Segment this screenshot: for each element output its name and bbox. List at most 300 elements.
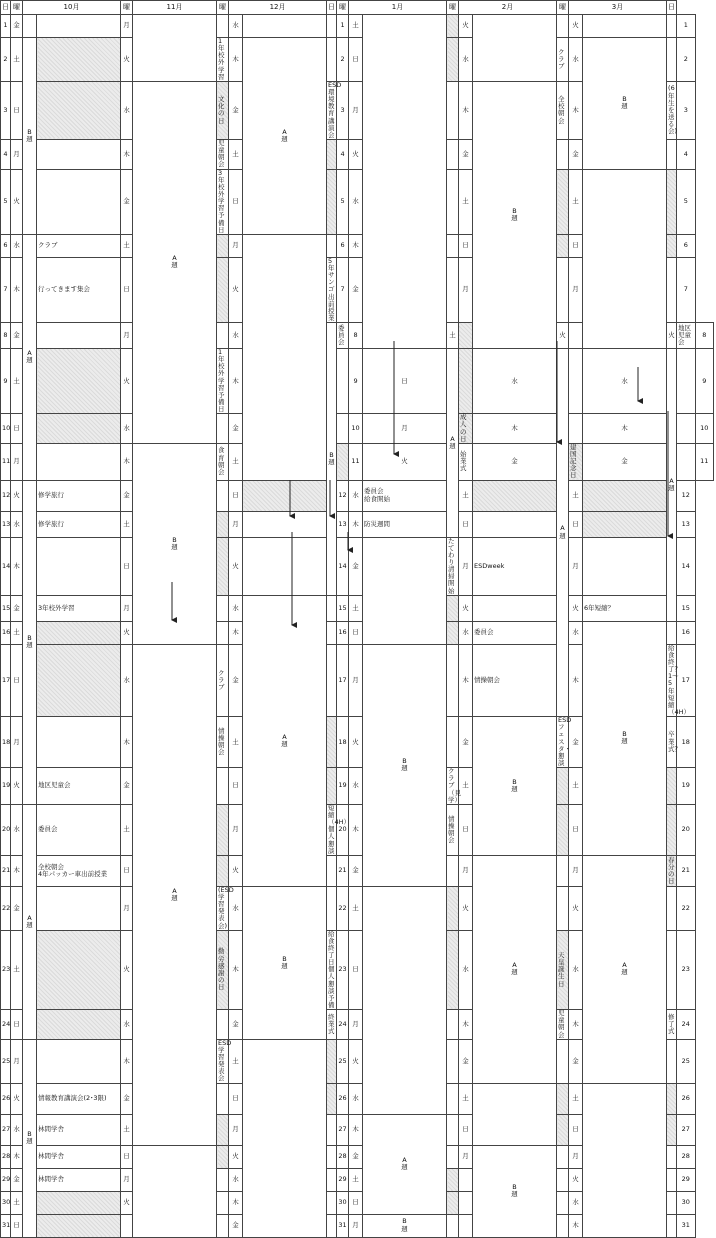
event-feb bbox=[557, 15, 569, 38]
event-nov bbox=[217, 414, 229, 444]
dow-dec: 水 bbox=[229, 595, 243, 621]
event-feb: 情操朝会 bbox=[473, 644, 557, 716]
day-number: 3 bbox=[1, 81, 11, 139]
event-nov bbox=[217, 1083, 229, 1114]
dow-mar: 日 bbox=[569, 234, 583, 257]
event-dec: 短縮（4H） 個人懇談 bbox=[328, 803, 351, 855]
week-label-jan: A 週 bbox=[447, 349, 459, 538]
event-oct bbox=[37, 169, 121, 234]
week-label-oct bbox=[23, 15, 37, 38]
dow-nov: 水 bbox=[121, 1010, 133, 1040]
week-label-nov bbox=[133, 1145, 217, 1237]
week-label-jan: A 週 bbox=[363, 1114, 447, 1214]
day-number-mid: 18 bbox=[337, 717, 349, 768]
event-jan: クラブ（見学） bbox=[448, 767, 462, 804]
event-mar: (6年生を送る会) bbox=[667, 81, 677, 139]
dow-feb: 月 bbox=[459, 537, 473, 595]
dow-mar: 水 bbox=[569, 38, 583, 82]
week-label-jan: B 週 bbox=[363, 644, 447, 886]
dow-feb: 金 bbox=[473, 443, 557, 480]
header-cell: 12月 bbox=[229, 1, 327, 15]
dow-jan: 水 bbox=[349, 480, 363, 511]
dow-oct: 火 bbox=[11, 768, 23, 805]
dow-mar: 火 bbox=[569, 15, 583, 38]
event-feb bbox=[473, 480, 557, 511]
day-number-right: 26 bbox=[677, 1083, 695, 1114]
day-number: 31 bbox=[1, 1214, 11, 1237]
event-feb bbox=[557, 1114, 569, 1145]
day-number-right: 31 bbox=[677, 1214, 695, 1237]
day-number-mid: 1 bbox=[337, 15, 349, 38]
day-number-right: 15 bbox=[677, 595, 695, 621]
dow-oct: 月 bbox=[11, 443, 23, 480]
event-jan bbox=[447, 139, 459, 169]
event-mar bbox=[667, 1083, 677, 1114]
event-mar bbox=[583, 537, 667, 595]
dow-mar: 木 bbox=[569, 644, 583, 716]
calendar-row bbox=[1, 1083, 714, 1114]
event-mar bbox=[667, 1168, 677, 1191]
event-dec bbox=[327, 1114, 337, 1145]
event-jan bbox=[447, 234, 459, 257]
event-mar bbox=[667, 257, 677, 322]
calendar-row bbox=[1, 443, 714, 480]
event-nov: 3年校外学習予備日 bbox=[217, 169, 229, 234]
event-jan bbox=[447, 1114, 459, 1145]
dow-jan: 月 bbox=[349, 1214, 363, 1237]
dow-mar: 水 bbox=[569, 1191, 583, 1214]
event-dec bbox=[327, 595, 337, 621]
event-mar bbox=[667, 139, 677, 169]
day-number-mid: 13 bbox=[337, 511, 349, 537]
event-oct: 3年校外学習 bbox=[37, 595, 121, 621]
event-jan bbox=[447, 717, 459, 768]
dow-mar: 月 bbox=[569, 855, 583, 886]
dow-feb: 土 bbox=[459, 480, 473, 511]
dow-dec: 土 bbox=[229, 443, 243, 480]
dow-oct: 水 bbox=[11, 804, 23, 855]
dow-feb bbox=[459, 1168, 473, 1191]
dow-oct: 火 bbox=[11, 480, 23, 511]
event-oct bbox=[37, 323, 121, 349]
dow-jan: 日 bbox=[349, 38, 363, 82]
dow-jan: 日 bbox=[349, 621, 363, 644]
day-number: 1 bbox=[1, 15, 11, 38]
day-number: 15 bbox=[1, 595, 11, 621]
day-number-mid: 16 bbox=[337, 621, 349, 644]
dow-feb: 火 bbox=[557, 323, 569, 349]
day-number-mid: 22 bbox=[337, 886, 349, 930]
event-oct bbox=[37, 38, 121, 82]
event-feb bbox=[569, 349, 583, 414]
dow-oct: 土 bbox=[11, 349, 23, 414]
event-dec bbox=[327, 38, 337, 82]
week-label-mar bbox=[583, 1083, 667, 1237]
event-nov bbox=[217, 768, 229, 805]
dow-nov: 水 bbox=[121, 414, 133, 444]
event-nov bbox=[217, 480, 229, 511]
day-number-mid: 29 bbox=[337, 1168, 349, 1191]
dow-mar: 金 bbox=[569, 717, 583, 768]
event-dec bbox=[327, 1214, 337, 1237]
event-oct: 修学旅行 bbox=[37, 480, 121, 511]
event-nov bbox=[217, 1114, 229, 1145]
day-number-right: 9 bbox=[695, 349, 713, 414]
event-nov bbox=[217, 1214, 229, 1237]
dow-jan: 火 bbox=[349, 1039, 363, 1083]
dow-dec: 日 bbox=[229, 1083, 243, 1114]
dow-dec: 木 bbox=[229, 621, 243, 644]
dow-dec: 金 bbox=[229, 81, 243, 139]
dow-dec: 水 bbox=[229, 886, 243, 930]
dow-dec: 水 bbox=[229, 15, 243, 38]
event-jan bbox=[447, 1039, 459, 1083]
event-dec bbox=[327, 234, 337, 257]
event-feb bbox=[473, 595, 557, 621]
event-nov: 食育朝会 bbox=[217, 443, 229, 480]
dow-nov: 日 bbox=[121, 537, 133, 595]
dow-nov bbox=[121, 1214, 133, 1237]
event-nov bbox=[217, 1145, 229, 1168]
dow-nov: 月 bbox=[121, 1168, 133, 1191]
week-label-nov: B 週 bbox=[133, 443, 217, 644]
event-dec: ESD環境教育講演会 bbox=[328, 80, 342, 139]
day-number-mid: 17 bbox=[337, 644, 349, 716]
dow-feb: 木 bbox=[459, 81, 473, 139]
day-number-mid: 7 bbox=[337, 257, 349, 322]
day-number: 12 bbox=[1, 480, 11, 511]
dow-mar: 金 bbox=[569, 1039, 583, 1083]
week-label-dec: B 週 bbox=[327, 323, 337, 596]
week-label-feb bbox=[473, 1083, 557, 1145]
event-dec bbox=[337, 349, 349, 414]
dow-feb: 火 bbox=[459, 595, 473, 621]
dow-mar: 月 bbox=[569, 257, 583, 322]
event-jan bbox=[447, 621, 459, 644]
event-oct bbox=[37, 81, 121, 139]
event-nov bbox=[217, 537, 229, 595]
dow-nov: 月 bbox=[121, 886, 133, 930]
day-number: 8 bbox=[1, 323, 11, 349]
event-feb bbox=[557, 1168, 569, 1191]
dow-oct: 水 bbox=[11, 234, 23, 257]
dow-feb: 日 bbox=[459, 804, 473, 855]
event-jan bbox=[447, 1214, 459, 1237]
day-number-mid: 19 bbox=[337, 768, 349, 805]
day-number: 28 bbox=[1, 1145, 11, 1168]
dow-nov: 土 bbox=[121, 234, 133, 257]
event-oct bbox=[37, 1214, 121, 1237]
day-number: 9 bbox=[1, 349, 11, 414]
day-number: 7 bbox=[1, 257, 11, 322]
event-oct bbox=[37, 1039, 121, 1083]
calendar-row bbox=[1, 414, 714, 444]
dow-feb: 月 bbox=[459, 257, 473, 322]
day-number: 5 bbox=[1, 169, 11, 234]
dow-dec: 火 bbox=[229, 855, 243, 886]
week-label-jan bbox=[363, 537, 447, 644]
dow-jan: 木 bbox=[349, 1114, 363, 1145]
dow-oct: 金 bbox=[11, 15, 23, 38]
dow-feb: 火 bbox=[459, 886, 473, 930]
event-mar bbox=[583, 480, 667, 511]
event-mar bbox=[667, 1214, 677, 1237]
dow-oct: 火 bbox=[11, 1083, 23, 1114]
week-label-oct: A 週 bbox=[23, 804, 37, 1039]
dow-nov: 火 bbox=[121, 38, 133, 82]
week-label-feb: B 週 bbox=[473, 717, 557, 856]
week-label-mar bbox=[583, 169, 667, 349]
day-number-mid: 20 bbox=[337, 804, 349, 855]
dow-jan: 木 bbox=[349, 804, 363, 855]
dow-dec: 木 bbox=[229, 349, 243, 414]
day-number: 16 bbox=[1, 621, 11, 644]
event-oct bbox=[37, 717, 121, 768]
header-cell: 曜 bbox=[557, 1, 569, 15]
event-feb bbox=[557, 804, 569, 855]
dow-feb: 金 bbox=[459, 139, 473, 169]
day-number: 26 bbox=[1, 1083, 11, 1114]
day-number-mid: 27 bbox=[337, 1114, 349, 1145]
event-dec bbox=[327, 15, 337, 38]
day-number: 2 bbox=[1, 38, 11, 82]
event-dec bbox=[327, 1168, 337, 1191]
event-nov bbox=[217, 323, 229, 349]
dow-mar: 水 bbox=[569, 930, 583, 1010]
event-jan bbox=[459, 323, 473, 349]
dow-jan: 金 bbox=[349, 1145, 363, 1168]
week-label-oct: B 週 bbox=[23, 480, 37, 804]
day-number-mid: 10 bbox=[349, 414, 363, 444]
dow-oct: 火 bbox=[11, 169, 23, 234]
week-label-oct: B 週 bbox=[23, 1039, 37, 1237]
week-label-nov bbox=[133, 15, 217, 82]
dow-oct: 金 bbox=[11, 886, 23, 930]
event-dec bbox=[243, 511, 327, 537]
event-mar: 卒業式？ bbox=[667, 717, 677, 768]
event-nov: ESD学習発表会 bbox=[218, 1038, 232, 1083]
event-nov: 児童朝会 bbox=[217, 139, 229, 169]
day-number-mid: 2 bbox=[337, 38, 349, 82]
event-dec bbox=[327, 621, 337, 644]
week-label-jan: B 週 bbox=[363, 1214, 447, 1237]
day-number: 6 bbox=[1, 234, 11, 257]
dow-mar: 金 bbox=[569, 139, 583, 169]
event-oct: 委員会 bbox=[37, 804, 121, 855]
calendar-row bbox=[1, 537, 714, 595]
dow-mar: 木 bbox=[583, 414, 667, 444]
event-jan: 成人の日 bbox=[459, 414, 473, 444]
event-feb bbox=[557, 1214, 569, 1237]
header-cell: 曜 bbox=[121, 1, 133, 15]
dow-mar: 月 bbox=[569, 537, 583, 595]
dow-jan: 金 bbox=[349, 855, 363, 886]
event-mar bbox=[677, 349, 695, 414]
dow-oct: 土 bbox=[11, 38, 23, 82]
day-number-right: 8 bbox=[695, 323, 713, 349]
event-nov: クラブ bbox=[217, 644, 229, 716]
event-feb bbox=[569, 414, 583, 444]
dow-dec: 火 bbox=[229, 537, 243, 595]
day-number-right: 20 bbox=[677, 804, 695, 855]
dow-feb: 水 bbox=[459, 621, 473, 644]
week-label-jan bbox=[363, 886, 447, 1114]
event-feb: 委員会 bbox=[473, 621, 557, 644]
week-label-jan bbox=[363, 15, 447, 349]
event-jan: 情操朝会 bbox=[447, 804, 459, 855]
event-dec bbox=[243, 537, 327, 595]
day-number-mid: 26 bbox=[337, 1083, 349, 1114]
header-cell: 曜 bbox=[447, 1, 459, 15]
event-oct bbox=[37, 349, 121, 414]
day-number: 24 bbox=[1, 1010, 11, 1040]
event-dec: 5年サンゴ出前授業 bbox=[328, 256, 335, 322]
header-cell: 10月 bbox=[23, 1, 121, 15]
week-label-dec: A 週 bbox=[243, 595, 327, 886]
dow-dec: 木 bbox=[229, 1191, 243, 1214]
dow-nov: 火 bbox=[121, 349, 133, 414]
day-number-right: 30 bbox=[677, 1191, 695, 1214]
dow-mar: 土 bbox=[569, 768, 583, 805]
event-jan bbox=[447, 169, 459, 234]
dow-nov: 木 bbox=[121, 1039, 133, 1083]
dow-jan: 火 bbox=[363, 443, 447, 480]
event-jan bbox=[447, 930, 459, 1010]
event-dec bbox=[327, 169, 337, 234]
dow-nov: 木 bbox=[121, 139, 133, 169]
event-nov: 1年校外学習 bbox=[217, 38, 229, 82]
dow-dec: 火 bbox=[229, 1145, 243, 1168]
dow-dec: 金 bbox=[229, 1010, 243, 1040]
event-jan bbox=[447, 1145, 459, 1168]
week-label-mar: A 週 bbox=[583, 855, 667, 1083]
dow-nov: 土 bbox=[121, 804, 133, 855]
dow-oct: 日 bbox=[11, 1214, 23, 1237]
event-feb: ESDweek bbox=[473, 537, 557, 595]
day-number-right: 16 bbox=[677, 621, 695, 644]
dow-oct: 月 bbox=[11, 717, 23, 768]
event-dec bbox=[327, 717, 337, 768]
dow-nov: 月 bbox=[121, 595, 133, 621]
day-number-mid: 9 bbox=[349, 349, 363, 414]
event-mar bbox=[667, 1191, 677, 1214]
event-dec bbox=[327, 1145, 337, 1168]
day-number-mid: 11 bbox=[349, 443, 363, 480]
event-feb: クラブ bbox=[557, 38, 569, 82]
dow-jan: 月 bbox=[363, 414, 447, 444]
dow-dec: 水 bbox=[229, 323, 243, 349]
week-label-feb: B 週 bbox=[473, 81, 557, 348]
dow-jan: 日 bbox=[349, 930, 363, 1010]
dow-nov: 木 bbox=[121, 717, 133, 768]
event-dec bbox=[327, 139, 337, 169]
dow-nov: 金 bbox=[121, 169, 133, 234]
day-number: 29 bbox=[1, 1168, 11, 1191]
day-number-right: 7 bbox=[677, 257, 695, 322]
header-cell: 曜 bbox=[337, 1, 349, 15]
day-number-mid: 15 bbox=[337, 595, 349, 621]
day-number-mid: 3 bbox=[337, 81, 349, 139]
dow-mar: 月 bbox=[569, 1145, 583, 1168]
event-jan: 始業式 bbox=[459, 443, 473, 480]
dow-oct: 月 bbox=[11, 139, 23, 169]
event-oct: 修学旅行 bbox=[37, 511, 121, 537]
week-label-dec bbox=[243, 234, 327, 480]
calendar-row bbox=[1, 855, 714, 886]
event-mar bbox=[667, 169, 677, 234]
event-dec bbox=[327, 1039, 337, 1083]
dow-feb: 日 bbox=[459, 234, 473, 257]
calendar-row bbox=[1, 595, 714, 621]
day-number-right: 5 bbox=[677, 169, 695, 234]
day-number-right: 25 bbox=[677, 1039, 695, 1083]
event-oct: 地区児童会 bbox=[37, 768, 121, 805]
day-number-right: 22 bbox=[677, 886, 695, 930]
week-label-mar: B 週 bbox=[583, 38, 667, 170]
dow-mar: 土 bbox=[569, 480, 583, 511]
header-cell: 1月 bbox=[349, 1, 447, 15]
dow-oct: 日 bbox=[11, 1010, 23, 1040]
dow-nov: 月 bbox=[121, 15, 133, 38]
event-oct bbox=[37, 139, 121, 169]
dow-nov: 土 bbox=[121, 511, 133, 537]
day-number-right: 14 bbox=[677, 537, 695, 595]
week-label-nov: A 週 bbox=[133, 81, 217, 443]
day-number-right: 4 bbox=[677, 139, 695, 169]
dow-dec: 土 bbox=[229, 139, 243, 169]
week-label-oct: B 週 bbox=[23, 38, 37, 235]
header-row bbox=[1, 1, 714, 15]
dow-oct: 水 bbox=[11, 511, 23, 537]
dow-oct: 木 bbox=[11, 257, 23, 322]
header-cell: 11月 bbox=[133, 1, 217, 15]
day-number-mid: 6 bbox=[337, 234, 349, 257]
event-mar: 春分の日 bbox=[668, 855, 675, 885]
event-oct: 全校朝会 4年パッカー車出前授業 bbox=[37, 855, 121, 886]
week-label-dec: B 週 bbox=[243, 886, 327, 1039]
event-mar bbox=[667, 1039, 677, 1083]
dow-dec: 月 bbox=[229, 234, 243, 257]
event-oct bbox=[37, 886, 121, 930]
dow-mar: 木 bbox=[569, 1214, 583, 1237]
calendar-row bbox=[1, 38, 714, 82]
event-feb bbox=[557, 257, 569, 322]
dow-feb: 日 bbox=[459, 511, 473, 537]
event-jan bbox=[447, 1191, 459, 1214]
dow-jan: 火 bbox=[349, 717, 363, 768]
event-oct: 情報教育講演会(2･3限) bbox=[37, 1083, 121, 1114]
dow-jan: 月 bbox=[349, 644, 363, 716]
dow-oct: 金 bbox=[11, 1168, 23, 1191]
dow-feb: 水 bbox=[459, 38, 473, 82]
dow-feb: 木 bbox=[459, 644, 473, 716]
week-label-nov: A 週 bbox=[133, 644, 217, 1145]
dow-feb: 土 bbox=[459, 1083, 473, 1114]
day-number: 13 bbox=[1, 511, 11, 537]
dow-jan: 日 bbox=[363, 349, 447, 414]
dow-nov: 月 bbox=[121, 323, 133, 349]
day-number-right: 1 bbox=[677, 15, 695, 38]
week-label-feb: A 週 bbox=[557, 349, 569, 717]
header-cell: 曜 bbox=[11, 1, 23, 15]
event-feb: ESDフェスタ・懇談 bbox=[558, 716, 572, 767]
event-dec bbox=[337, 414, 349, 444]
dow-oct: 金 bbox=[11, 323, 23, 349]
event-feb: 建国記念日 bbox=[569, 443, 583, 480]
event-oct bbox=[37, 414, 121, 444]
event-mar bbox=[583, 511, 667, 537]
event-oct bbox=[37, 443, 121, 480]
